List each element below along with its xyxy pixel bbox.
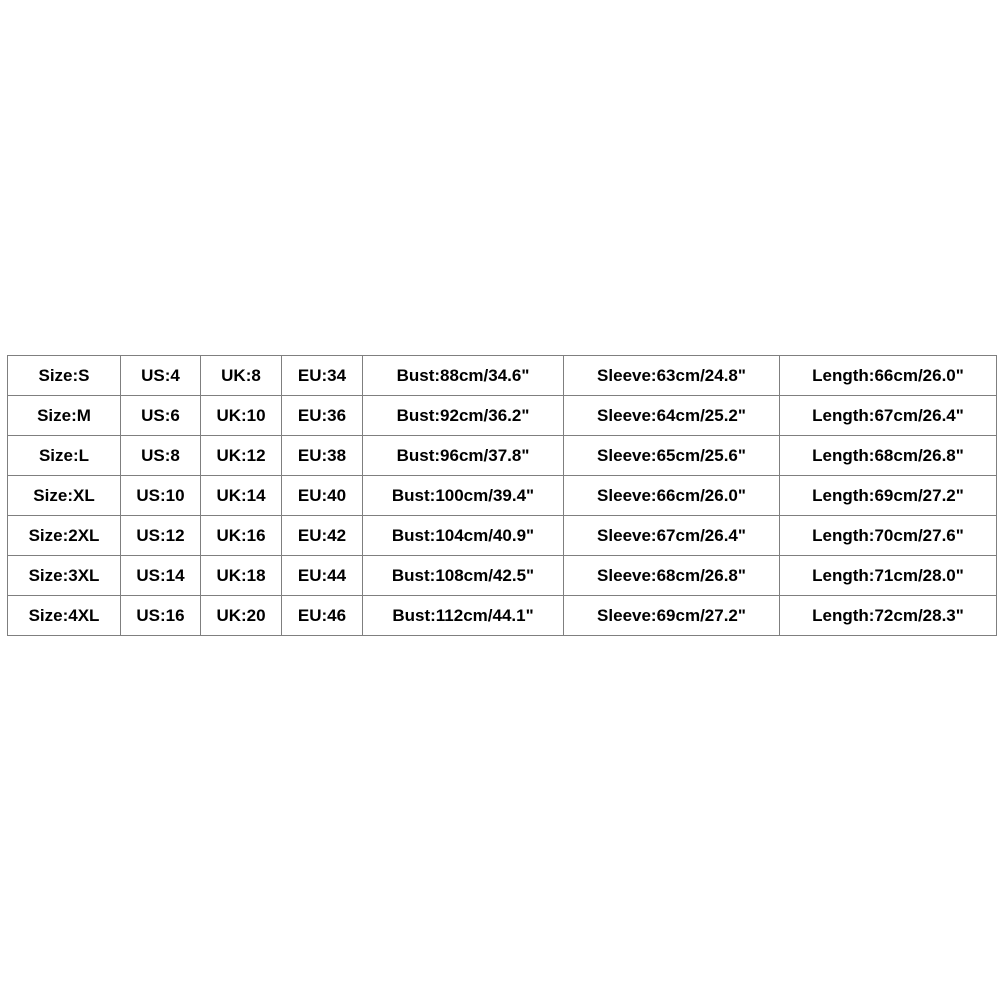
us-size-cell: US:8 (121, 436, 201, 476)
bust-cell: Bust:96cm/37.8" (363, 436, 564, 476)
sleeve-cell: Sleeve:66cm/26.0" (564, 476, 780, 516)
length-cell: Length:71cm/28.0" (780, 556, 997, 596)
table-row (8, 436, 997, 476)
bust-cell: Bust:112cm/44.1" (363, 596, 564, 636)
length-cell: Length:68cm/26.8" (780, 436, 997, 476)
us-size-cell: US:4 (121, 356, 201, 396)
eu-size-cell: EU:46 (282, 596, 363, 636)
size-cell: Size:3XL (8, 556, 121, 596)
eu-size-cell: EU:40 (282, 476, 363, 516)
us-size-cell: US:6 (121, 396, 201, 436)
size-cell: Size:L (8, 436, 121, 476)
table-row (8, 356, 997, 396)
eu-size-cell: EU:34 (282, 356, 363, 396)
eu-size-cell: EU:44 (282, 556, 363, 596)
sleeve-cell: Sleeve:64cm/25.2" (564, 396, 780, 436)
length-cell: Length:70cm/27.6" (780, 516, 997, 556)
uk-size-cell: UK:10 (201, 396, 282, 436)
table-row (8, 596, 997, 636)
table-row (8, 516, 997, 556)
eu-size-cell: EU:36 (282, 396, 363, 436)
us-size-cell: US:16 (121, 596, 201, 636)
uk-size-cell: UK:18 (201, 556, 282, 596)
bust-cell: Bust:108cm/42.5" (363, 556, 564, 596)
bust-cell: Bust:100cm/39.4" (363, 476, 564, 516)
us-size-cell: US:14 (121, 556, 201, 596)
us-size-cell: US:12 (121, 516, 201, 556)
bust-cell: Bust:88cm/34.6" (363, 356, 564, 396)
sleeve-cell: Sleeve:63cm/24.8" (564, 356, 780, 396)
length-cell: Length:66cm/26.0" (780, 356, 997, 396)
bust-cell: Bust:92cm/36.2" (363, 396, 564, 436)
bust-cell: Bust:104cm/40.9" (363, 516, 564, 556)
size-chart-table (7, 355, 997, 636)
eu-size-cell: EU:42 (282, 516, 363, 556)
size-cell: Size:M (8, 396, 121, 436)
uk-size-cell: UK:16 (201, 516, 282, 556)
length-cell: Length:72cm/28.3" (780, 596, 997, 636)
length-cell: Length:69cm/27.2" (780, 476, 997, 516)
table-row (8, 396, 997, 436)
size-cell: Size:2XL (8, 516, 121, 556)
size-cell: Size:4XL (8, 596, 121, 636)
sleeve-cell: Sleeve:67cm/26.4" (564, 516, 780, 556)
uk-size-cell: UK:20 (201, 596, 282, 636)
size-cell: Size:S (8, 356, 121, 396)
uk-size-cell: UK:12 (201, 436, 282, 476)
sleeve-cell: Sleeve:69cm/27.2" (564, 596, 780, 636)
table-row (8, 476, 997, 516)
table-row (8, 556, 997, 596)
us-size-cell: US:10 (121, 476, 201, 516)
uk-size-cell: UK:8 (201, 356, 282, 396)
uk-size-cell: UK:14 (201, 476, 282, 516)
eu-size-cell: EU:38 (282, 436, 363, 476)
length-cell: Length:67cm/26.4" (780, 396, 997, 436)
sleeve-cell: Sleeve:65cm/25.6" (564, 436, 780, 476)
size-cell: Size:XL (8, 476, 121, 516)
sleeve-cell: Sleeve:68cm/26.8" (564, 556, 780, 596)
